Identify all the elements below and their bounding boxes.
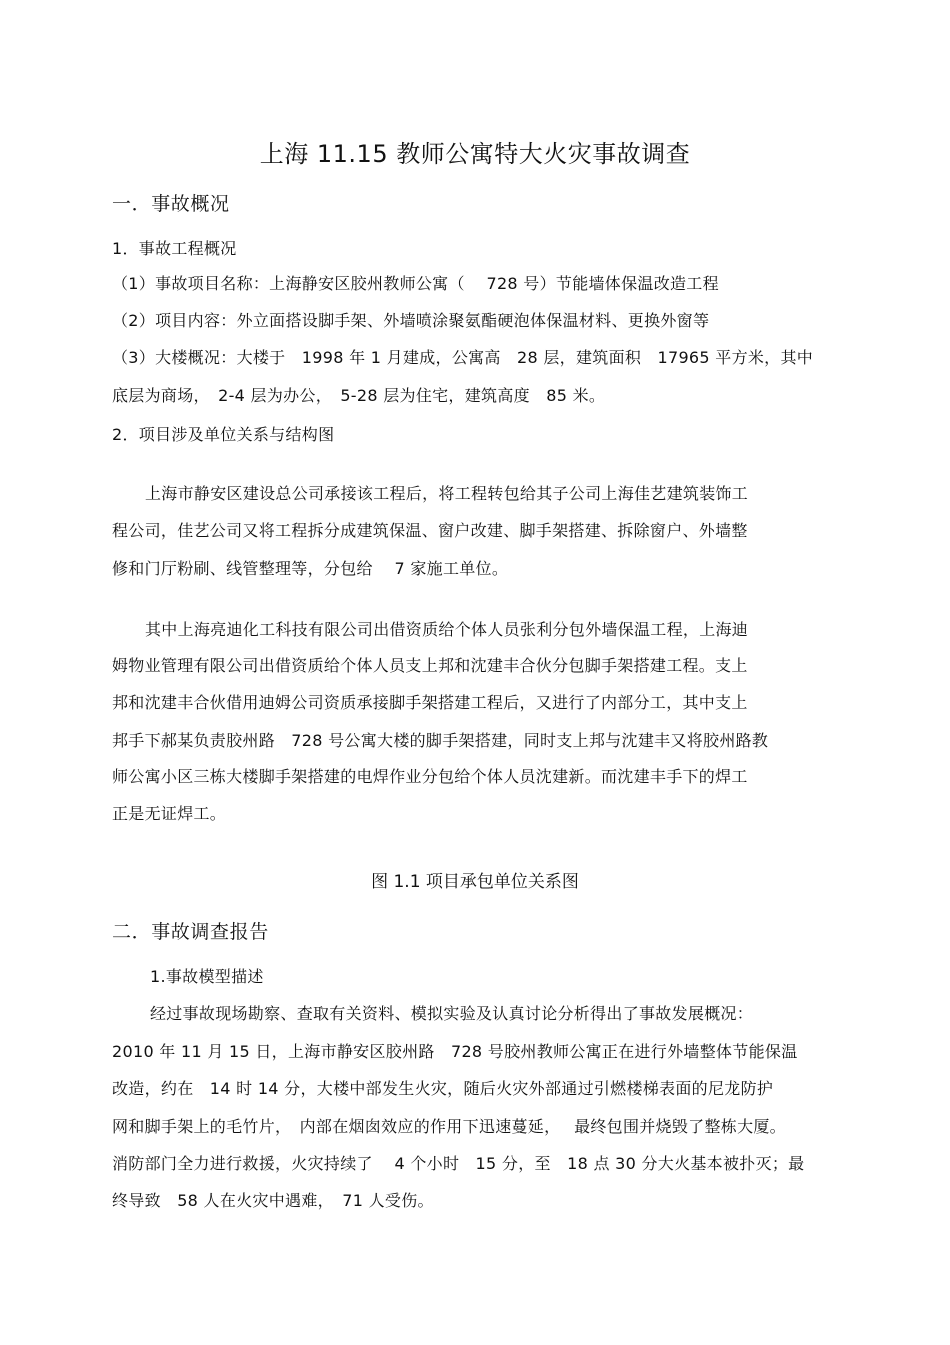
paragraph-line: 上海市静安区建设总公司承接该工程后，将工程转包给其子公司上海佳艺建筑装饰工 (145, 484, 749, 503)
paragraph-line: 底层为商场， 2-4 层为办公， 5-28 层为住宅，建筑高度 85 米。 (112, 386, 606, 405)
paragraph-line: 2010 年 11 月 15 日，上海市静安区胶州路 728 号胶州教师公寓正在进行外墙整体节能保温 (112, 1042, 798, 1061)
paragraph-line: （3）大楼概况：大楼于 1998 年 1 月建成，公寓高 28 层，建筑面积 17965 平方米，其中 (112, 348, 814, 367)
paragraph-line: 邦和沈建丰合伙借用迪姆公司资质承接脚手架搭建工程后，又进行了内部分工，其中支上 (112, 693, 748, 712)
figure-caption: 图 1.1 项目承包单位关系图 (371, 872, 579, 892)
paragraph-line: 程公司，佳艺公司又将工程拆分成建筑保温、窗户改建、脚手架搭建、拆除窗户、外墙整 (112, 521, 748, 540)
paragraph-line: 师公寓小区三栋大楼脚手架搭建的电焊作业分包给个体人员沈建新。而沈建丰手下的焊工 (112, 767, 748, 786)
paragraph-line: 邦手下郝某负责胶州路 728 号公寓大楼的脚手架搭建，同时支上邦与沈建丰又将胶州路教 (112, 731, 769, 750)
paragraph-line: 终导致 58 人在火灾中遇难， 71 人受伤。 (112, 1191, 434, 1210)
paragraph-line: 改造，约在 14 时 14 分，大楼中部发生火灾，随后火灾外部通过引燃楼梯表面的尼龙防护 (112, 1079, 774, 1098)
paragraph-line: 经过事故现场勘察、查取有关资料、模拟实验及认真讨论分析得出了事故发展概况： (150, 1004, 754, 1023)
section-heading-investigation: 二．事故调查报告 (112, 921, 269, 943)
subheading-project-overview: 1．事故工程概况 (112, 239, 237, 258)
paragraph-line: 其中上海亮迪化工科技有限公司出借资质给个体人员张利分包外墙保温工程，上海迪 (145, 620, 749, 639)
paragraph-line: 网和脚手架上的毛竹片， 内部在烟囱效应的作用下迅速蔓延， 最终包围并烧毁了整栋大厦。 (112, 1117, 786, 1136)
subheading-accident-model: 1.事故模型描述 (150, 967, 264, 986)
paragraph-line: 正是无证焊工。 (112, 804, 227, 823)
paragraph-line: （1）事故项目名称：上海静安区胶州教师公寓（ 728 号）节能墙体保温改造工程 (112, 274, 719, 293)
paragraph-line: 消防部门全力进行救援，火灾持续了 4 个小时 15 分，至 18 点 30 分大火基本被扑灭；最 (112, 1154, 805, 1173)
paragraph-line: 姆物业管理有限公司出借资质给个体人员支上邦和沈建丰合伙分包脚手架搭建工程。支上 (112, 656, 748, 675)
subheading-unit-relations: 2．项目涉及单位关系与结构图 (112, 425, 335, 444)
paragraph-line: （2）项目内容：外立面搭设脚手架、外墙喷涂聚氨酯硬泡体保温材料、更换外窗等 (112, 311, 710, 330)
paragraph-line: 修和门厅粉刷、线管整理等，分包给 7 家施工单位。 (112, 559, 509, 578)
section-heading-overview: 一．事故概况 (112, 193, 230, 215)
document-title: 上海 11.15 教师公寓特大火灾事故调查 (259, 140, 691, 168)
